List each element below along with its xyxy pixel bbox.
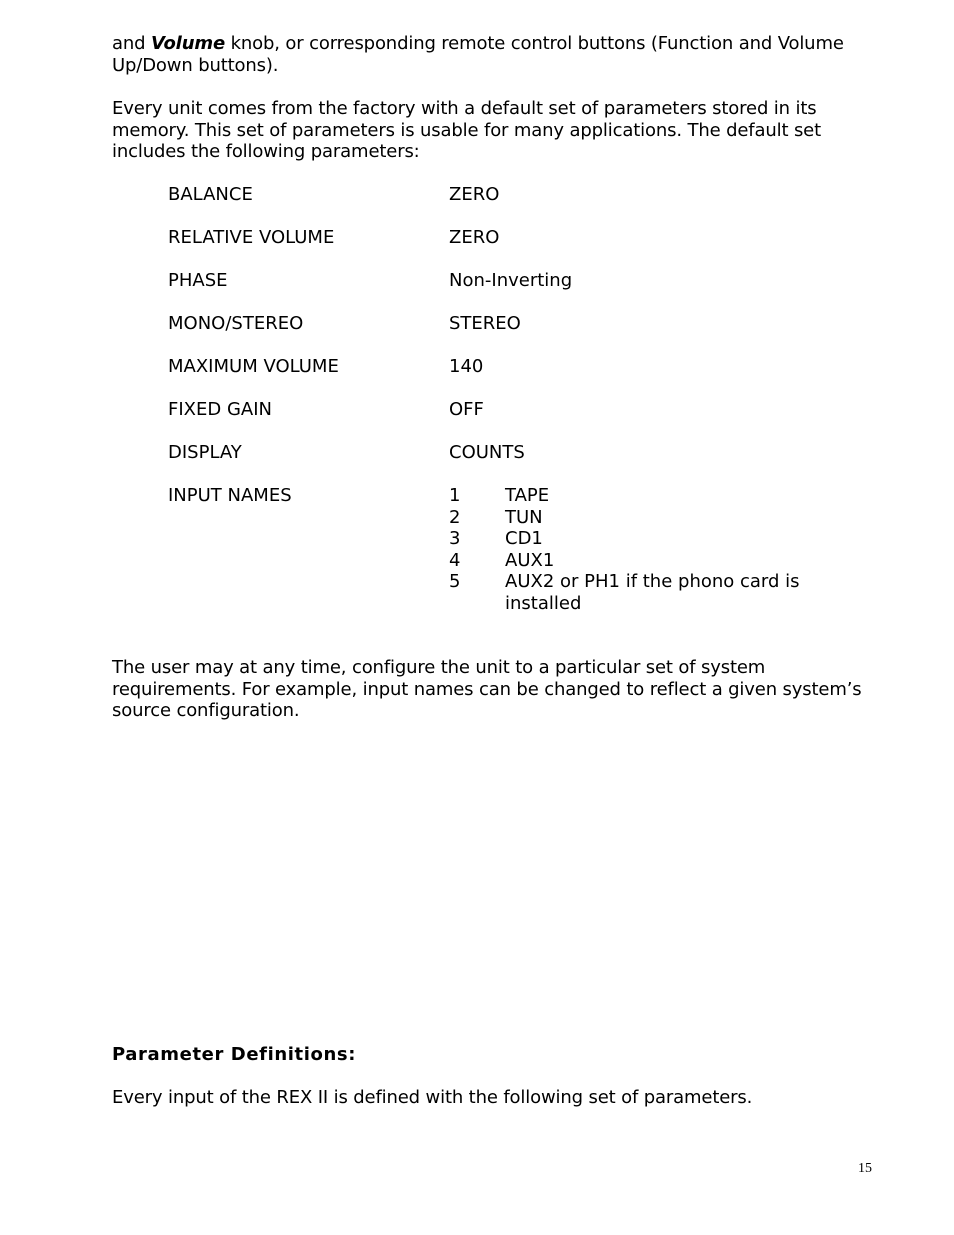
configure-paragraph: The user may at any time, configure the unit to a particular set of system requirements. For example, input names can be changed to reflect a given system’s source configuration. (112, 657, 862, 722)
parameter-value: ZERO (449, 227, 500, 248)
input-names-list (449, 485, 829, 615)
input-number: 1 (449, 485, 461, 506)
parameter-row (168, 313, 848, 356)
input-number: 5 (449, 571, 461, 593)
parameter-value: STEREO (449, 313, 521, 334)
parameter-row (168, 399, 848, 442)
parameter-name: BALANCE (168, 184, 253, 205)
default-parameters-intro: Every unit comes from the factory with a default set of parameters stored in its memory. This set of parameters is usable for many applications. The default set includes the following parameters: (112, 98, 822, 163)
parameter-value: Non-Inverting (449, 270, 573, 291)
input-label: AUX1 (505, 549, 555, 571)
page-number: 15 (858, 1161, 872, 1176)
default-parameters-table (168, 184, 848, 485)
parameter-name: PHASE (168, 270, 228, 291)
parameter-row (168, 356, 848, 399)
input-name-item (449, 550, 829, 572)
input-name-item (449, 528, 829, 550)
intro-post: knob, or corresponding remote control buttons (Function and Volume Up/Down buttons). (112, 33, 844, 76)
input-name-item (449, 571, 829, 614)
parameter-row (168, 270, 848, 313)
parameter-value: OFF (449, 399, 484, 420)
intro-paragraph (112, 33, 872, 76)
input-name-item (449, 507, 829, 529)
parameter-row (168, 442, 848, 485)
input-label: AUX2 or PH1 if the phono card is installed (505, 571, 800, 614)
intro-pre: and (112, 33, 151, 54)
parameter-name: FIXED GAIN (168, 399, 272, 420)
input-label: TUN (505, 506, 543, 528)
input-label: TAPE (505, 485, 550, 506)
parameter-value: 140 (449, 356, 484, 377)
input-name-item (449, 485, 829, 507)
input-number: 4 (449, 549, 461, 571)
input-names-label: INPUT NAMES (168, 485, 292, 506)
input-number: 2 (449, 506, 461, 528)
parameter-row (168, 184, 848, 227)
parameter-name: RELATIVE VOLUME (168, 227, 335, 248)
parameter-value: ZERO (449, 184, 500, 205)
parameter-name: MONO/STEREO (168, 313, 304, 334)
parameter-name: DISPLAY (168, 442, 242, 463)
section-paragraph: Every input of the REX II is defined with the following set of parameters. (112, 1087, 753, 1108)
parameter-row (168, 227, 848, 270)
parameter-name: MAXIMUM VOLUME (168, 356, 339, 377)
section-heading: Parameter Definitions: (112, 1044, 357, 1065)
parameter-value: COUNTS (449, 442, 525, 463)
input-number: 3 (449, 528, 461, 550)
input-label: CD1 (505, 528, 543, 550)
volume-knob-label: Volume (151, 33, 226, 54)
